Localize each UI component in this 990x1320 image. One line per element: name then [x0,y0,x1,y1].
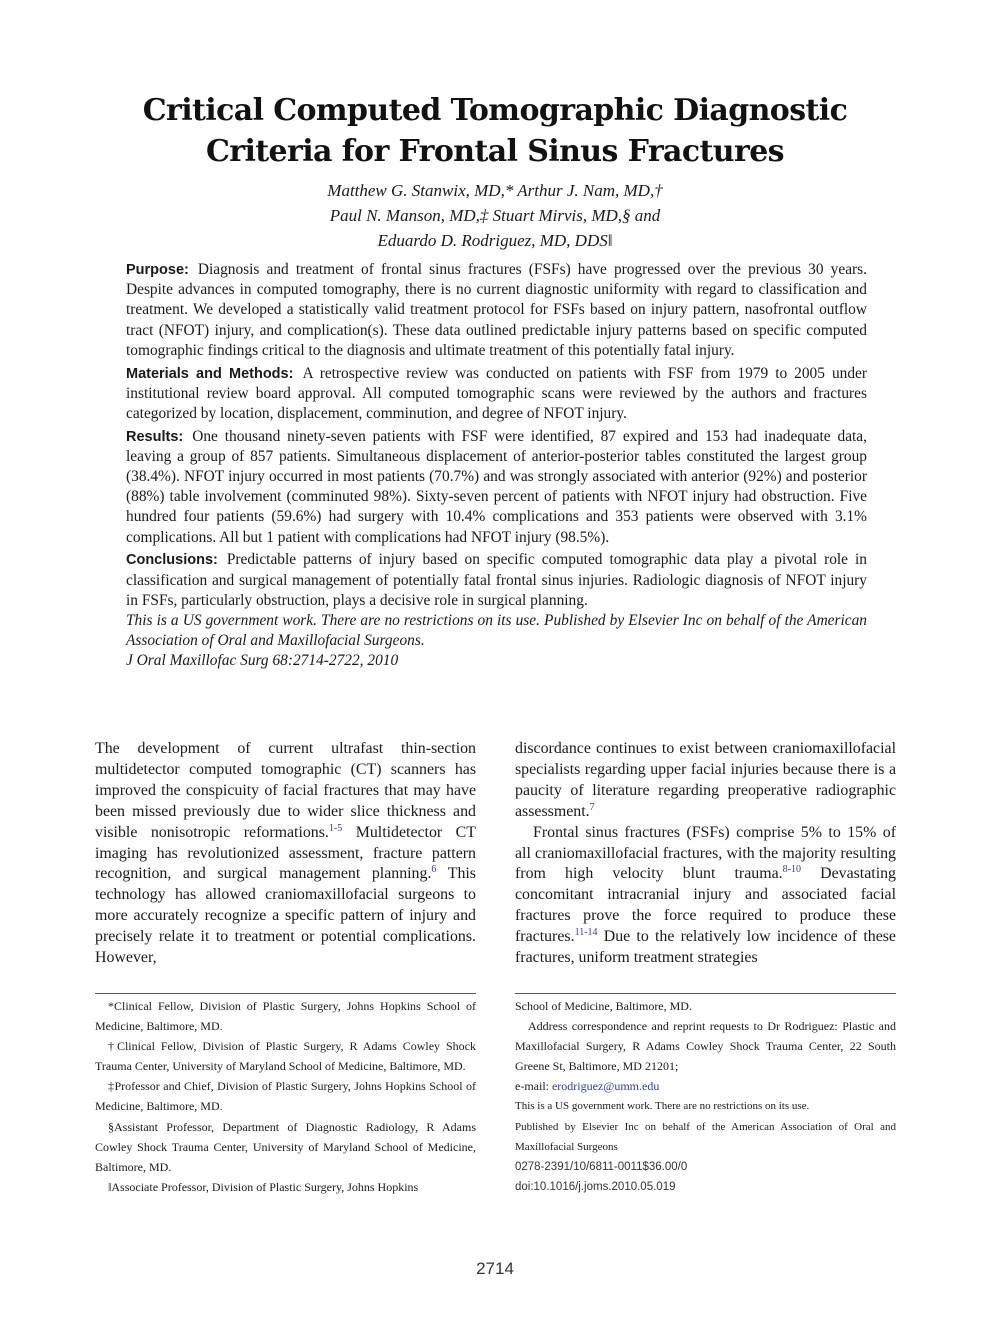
body-text: Devastating concomitant intracranial injury and associated facial fractures prove the force required to produce these fractures. [515,865,896,946]
footnotes-left [95,996,476,1197]
footnote-affiliation: *Clinical Fellow, Division of Plastic Surgery, Johns Hopkins School of Medicine, Baltimore, MD. [95,999,476,1034]
body-column-right [515,739,896,969]
correspondence-address [515,1016,896,1076]
title-line-2: Criteria for Frontal Sinus Fractures [206,134,784,169]
footnote-affiliation-cont: School of Medicine, Baltimore, MD. [515,999,692,1013]
reference-link[interactable]: 6 [431,864,437,876]
abstract [126,260,867,674]
reference-link[interactable]: 11-14 [574,927,598,939]
purpose-text: Diagnosis and treatment of frontal sinus fractures (FSFs) have progressed over the previous 30 years. Despite advances in computed tomography, there is no current diagnostic uniformity with regard to classification and treatment. We developed a statistically valid treatment protocol for FSFs based on injury pattern, nasofrontal outflow tract (NFOT) injury, and complication(s). These data outlined predictable injury patterns based on specific computed tomographic findings critical to the diagnosis and ultimate treatment of this potentially fatal injury. [126,261,867,359]
body-paragraph [515,823,896,969]
footnote-divider-right [515,993,896,994]
footnote-affiliation: §Assistant Professor, Department of Diagnostic Radiology, R Adams Cowley Shock Trauma Center, University of Maryland School of Medicine, Baltimore, MD. [95,1119,476,1174]
doi[interactable]: doi:10.1016/j.joms.2010.05.019 [515,1180,676,1193]
journal-citation: J Oral Maxillofac Surg 68:2714-2722, 2010 [126,652,399,670]
abstract-purpose [126,260,867,361]
body-text: Frontal sinus fractures (FSFs) comprise 5% to 15% of all craniomaxillofacial fractures, with the majority resulting from high velocity blunt trauma. [515,823,896,883]
footnote-affiliation: †Clinical Fellow, Division of Plastic Surgery, R Adams Cowley Shock Trauma Center, University of Maryland School of Medicine, Baltimore, MD. [95,1039,476,1074]
body-text: Due to the relatively low incidence of these fractures, uniform treatment strategies [515,928,896,967]
authors-line-3: Eduardo D. Rodriguez, MD, DDS‖ [377,231,613,250]
footnote-affiliation: ‖Associate Professor, Division of Plastic Surgery, Johns Hopkins [108,1179,419,1194]
abstract-results [126,427,867,548]
purpose-label: Purpose: [126,262,189,278]
footnote-divider-left [95,993,476,994]
article-title [0,90,990,172]
body-text: The development of current ultrafast thin-section multidetector computed tomographic (CT) scanners has improved the conspicuity of facial fractures that may have been missed previously due to wider slice thickness and visible nonisotropic reformations. [95,740,476,841]
methods-label: Materials and Methods: [126,365,294,382]
title-line-1: Critical Computed Tomographic Diagnostic [142,93,848,128]
footnotes-right [515,996,896,1197]
body-text: discordance continues to exist between craniomaxillofacial specialists regarding upper facial injuries because there is a paucity of literature regarding preoperative radiographic assessment. [515,740,896,820]
reference-link[interactable]: 7 [589,801,595,813]
results-label: Results: [126,428,184,445]
body-column-left [95,739,476,969]
email-link[interactable]: erodriguez@umm.edu [551,1079,660,1094]
copyright-note: This is a US government work. There are no restrictions on its use. [515,1100,810,1113]
conclusions-label: Conclusions: [126,552,218,569]
body-text: Multidetector CT imaging has revolutionized assessment, fracture pattern recognition, and surgical management planning. [95,823,476,883]
results-text: One thousand ninety-seven patients with FSF were identified, 87 expired and 153 had inadequate data, leaving a group of 857 patients. Simultaneous displacement of anterior-posterior tables constituted the largest group (38.4%). NFOT injury occurred in most patients (70.7%) and was strongly associated with anterior (92%) and posterior (88%) table involvement (comminuted 98%). Sixty-seven percent of patients with NFOT injury had obstruction. Five hundred four patients (59.6%) had surgery with 10.4% complications and 353 patients were observed with 3.1% complications. All but 1 patient with complications had NFOT injury (98.5%). [126,427,867,546]
reference-link[interactable]: 1-5 [328,822,343,834]
government-work-note: This is a US government work. There are no restrictions on its use. Published by Elsevier Inc on behalf of the American Association of Oral and Maxillofacial Surgeons. [126,611,867,650]
publisher-note: Published by Elsevier Inc on behalf of the American Association of Oral and Maxillofacial Surgeons [515,1120,896,1153]
issn-code: 0278-2391/10/6811-0011$36.00/0 [515,1160,688,1173]
abstract-methods [126,364,867,425]
methods-text: A retrospective review was conducted on patients with FSF from 1979 to 2005 under institutional review board approval. All computed tomographic scans were reviewed by the authors and fractures categorized by location, displacement, comminution, and degree of NFOT injury. [126,364,867,422]
footnote-affiliation: ‡Professor and Chief, Division of Plastic Surgery, Johns Hopkins School of Medicine, Baltimore, MD. [95,1079,476,1114]
body-paragraph [95,739,476,969]
address-text: Address correspondence and reprint requests to Dr Rodriguez: Plastic and Maxillofacial Surgery, R Adams Cowley Shock Trauma Center, 22 South Greene St, Baltimore, MD 21201; [515,1019,896,1074]
page-number: 2714 [476,1259,514,1278]
body-text: This technology has allowed craniomaxillofacial surgeons to more accurately recognize a specific pattern of injury and precisely relate it to treatment or potential complications. However, [95,865,476,967]
author-list [0,178,990,253]
reference-link[interactable]: 8-10 [782,864,801,876]
authors-line-2: Paul N. Manson, MD,‡ Stuart Mirvis, MD,§ and [329,206,661,225]
body-paragraph [515,739,896,823]
email-label: e-mail: [515,1079,549,1094]
correspondence-email [515,1076,896,1096]
abstract-conclusions [126,550,867,611]
conclusions-text: Predictable patterns of injury based on specific computed tomographic data play a pivotal role in classification and surgical management of potentially fatal frontal sinus injuries. Radiologic diagnosis of NFOT injury in FSFs, particularly obstruction, plays a decisive role in surgical planning. [126,551,867,609]
authors-line-1: Matthew G. Stanwix, MD,* Arthur J. Nam, MD,† [327,181,663,200]
